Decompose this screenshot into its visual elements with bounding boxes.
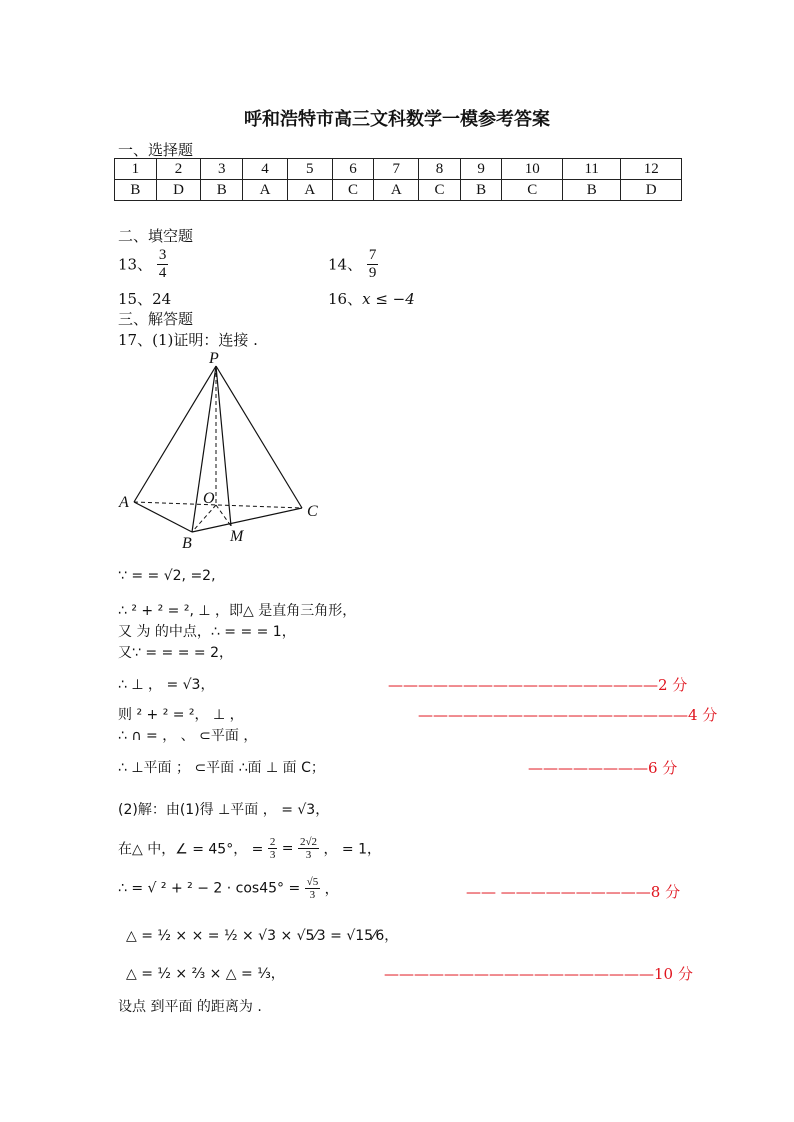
q17-part2-line4: △ = ½ × × = ½ × √3 × √5⁄3 = √15⁄6， (126, 928, 399, 944)
part2-line2-text-c: ， = 1， (323, 841, 382, 858)
q17-part2-line6: 设点 到平面 的距离为 . (118, 999, 262, 1015)
part2-line3-text-a: ∴ = √ ² + ² − 2 · cos45° = (118, 880, 305, 897)
line3-fraction-denominator: 3 (309, 889, 316, 902)
table-cell-number: 1 (115, 159, 157, 180)
q17-line1: ∵ = = √2, =2, (118, 568, 216, 584)
table-cell-number: 12 (621, 159, 682, 180)
part2-line2-text-a: 在△ 中，∠ = 45°， = (118, 841, 268, 858)
table-cell-answer: B (201, 180, 243, 201)
score-marker-2: ——————————————————2 分 (388, 676, 688, 694)
table-cell-number: 6 (332, 159, 374, 180)
table-cell-number: 11 (562, 159, 620, 180)
table-cell-number: 5 (287, 159, 332, 180)
label-O: O (203, 490, 215, 507)
table-cell-answer: C (332, 180, 374, 201)
label-A: A (119, 494, 129, 511)
q13-denominator: 4 (158, 264, 167, 281)
table-cell-answer: D (621, 180, 682, 201)
q14-denominator: 9 (368, 264, 377, 281)
q17-part2-line2 (118, 836, 381, 861)
pyramid-figure (110, 348, 330, 553)
label-P: P (209, 350, 219, 367)
score-marker-8: —— ——————————8 分 (466, 883, 681, 901)
part2-line3-text-b: ， (324, 881, 339, 898)
fraction-1-numerator: 2 (269, 836, 276, 848)
page-title: 呼和浩特市高三文科数学一模参考答案 (244, 109, 550, 130)
q17-line3: 又 为 的中点，∴ = = = 1， (118, 624, 296, 640)
section-fill-heading: 二、填空题 (118, 227, 194, 245)
q13-fraction (157, 247, 169, 281)
q17-line6: 则 ² + ² = ²， ⊥ ， (118, 707, 244, 723)
q17-line5: ∴ ⊥ ， = √3， (118, 677, 215, 693)
line3-fraction-numerator: √5 (306, 876, 319, 888)
table-cell-answer: A (374, 180, 419, 201)
table-cell-answer: D (156, 180, 201, 201)
section-solve-heading: 三、解答题 (118, 310, 194, 328)
choice-answer-table (114, 158, 682, 201)
table-cell-answer: B (460, 180, 502, 201)
edge-PB (192, 366, 216, 532)
q17-line2: ∴ ² + ² = ², ⊥ ，即△ 是直角三角形， (118, 603, 357, 619)
q13-numerator: 3 (158, 247, 167, 263)
score-marker-6: ————————6 分 (528, 759, 678, 777)
edge-PM (216, 366, 231, 526)
q14-fraction (367, 247, 379, 281)
fill-answer-15: 15、24 (118, 290, 172, 308)
part2-line3-fraction (305, 876, 321, 901)
fill-answer-13 (118, 247, 168, 281)
table-cell-number: 9 (460, 159, 502, 180)
table-cell-number: 8 (419, 159, 461, 180)
table-cell-number: 10 (502, 159, 563, 180)
table-cell-answer: C (419, 180, 461, 201)
fill-answer-14 (328, 247, 378, 281)
table-cell-answer: C (502, 180, 563, 201)
table-cell-answer: B (115, 180, 157, 201)
part2-line2-fraction-1 (268, 836, 278, 861)
edge-BC (192, 508, 302, 532)
part2-line2-fraction-2 (298, 836, 319, 861)
section-choice-heading: 一、选择题 (118, 141, 194, 159)
table-cell-number: 7 (374, 159, 419, 180)
q13-label: 13、 (118, 255, 153, 274)
q14-label: 14、 (328, 255, 363, 274)
q16-value: x ≤ −4 (362, 290, 415, 308)
q16-label: 16、 (328, 290, 363, 308)
fraction-1-denominator: 3 (269, 849, 276, 862)
table-cell-number: 3 (201, 159, 243, 180)
q17-line8: ∴ ⊥平面 ； ⊂平面 ∴面 ⊥ 面 C； (118, 760, 325, 776)
score-marker-10: ——————————————————10 分 (384, 965, 693, 983)
q17-line4: 又∵ = = = = 2， (118, 645, 233, 661)
table-row-answers (115, 180, 682, 201)
fraction-2-denominator: 3 (305, 849, 312, 862)
q17-part1-intro: 17、(1)证明：连接 . (118, 331, 258, 349)
fraction-2-numerator: 2√2 (299, 836, 318, 848)
edge-AB (134, 502, 192, 532)
score-marker-4: ——————————————————4 分 (418, 706, 718, 724)
label-B: B (182, 535, 192, 552)
edge-PA (134, 366, 216, 502)
q17-part2-line1: (2)解：由(1)得 ⊥平面 ， = √3， (118, 802, 330, 818)
q17-line7: ∴ ∩ = ， 、 ⊂平面 ， (118, 728, 258, 744)
q17-part2-line3 (118, 876, 339, 901)
table-cell-number: 2 (156, 159, 201, 180)
table-cell-answer: A (243, 180, 288, 201)
fill-answer-16 (328, 288, 415, 309)
q17-part2-line5: △ = ½ × ⅔ × △ = ⅓， (126, 966, 285, 982)
label-C: C (307, 503, 318, 520)
table-cell-answer: B (562, 180, 620, 201)
table-cell-number: 4 (243, 159, 288, 180)
table-cell-answer: A (287, 180, 332, 201)
part2-line2-text-b: = (281, 840, 298, 857)
q14-numerator: 7 (368, 247, 377, 263)
edge-PC (216, 366, 302, 508)
label-M: M (230, 528, 244, 545)
table-row-numbers (115, 159, 682, 180)
